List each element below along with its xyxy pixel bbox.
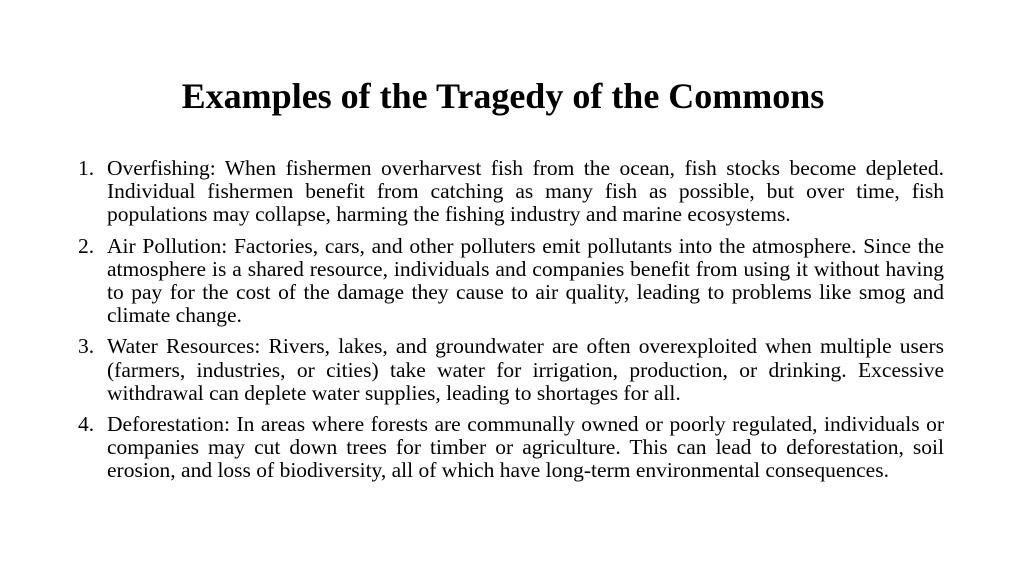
list-item bbox=[78, 157, 944, 227]
slide-title: Examples of the Tragedy of the Commons bbox=[181, 76, 825, 116]
list-item-number: 4. bbox=[78, 412, 95, 437]
list-item-text: Overfishing: When fishermen overharvest fish from the ocean, fish stocks become depleted. Individual fishermen benefit from catching as many fish as possible, but over time, fish populations may collapse, harming the fishing industry and marine ecosystems. bbox=[107, 156, 944, 227]
list-item-number: 1. bbox=[78, 156, 95, 180]
list-item bbox=[78, 413, 944, 483]
list-item-number: 3. bbox=[78, 334, 95, 359]
list-item-text: Water Resources: Rivers, lakes, and groundwater are often overexploited when multiple users (farmers, industries, or cities) take water for irrigation, production, or drinking. Excessive withdrawal can deplete water supplies, leading to shortages for all. bbox=[107, 334, 944, 405]
list-item bbox=[78, 235, 944, 328]
list-item bbox=[78, 335, 944, 405]
examples-list bbox=[78, 157, 944, 491]
list-item-text: Air Pollution: Factories, cars, and other polluters emit pollutants into the atmosphere. Since the atmosphere is a shared resource, individuals and companies benefit from using it without having to pay for the cost of the damage they cause to air quality, leading to problems like smog and climate change. bbox=[107, 233, 944, 328]
list-item-text: Deforestation: In areas where forests are communally owned or poorly regulated, individuals or companies may cut down trees for timber or agriculture. This can lead to deforestation, soil erosion, and loss of biodiversity, all of which have long-term environmental consequences. bbox=[107, 412, 944, 483]
list-item-number: 2. bbox=[78, 233, 95, 258]
